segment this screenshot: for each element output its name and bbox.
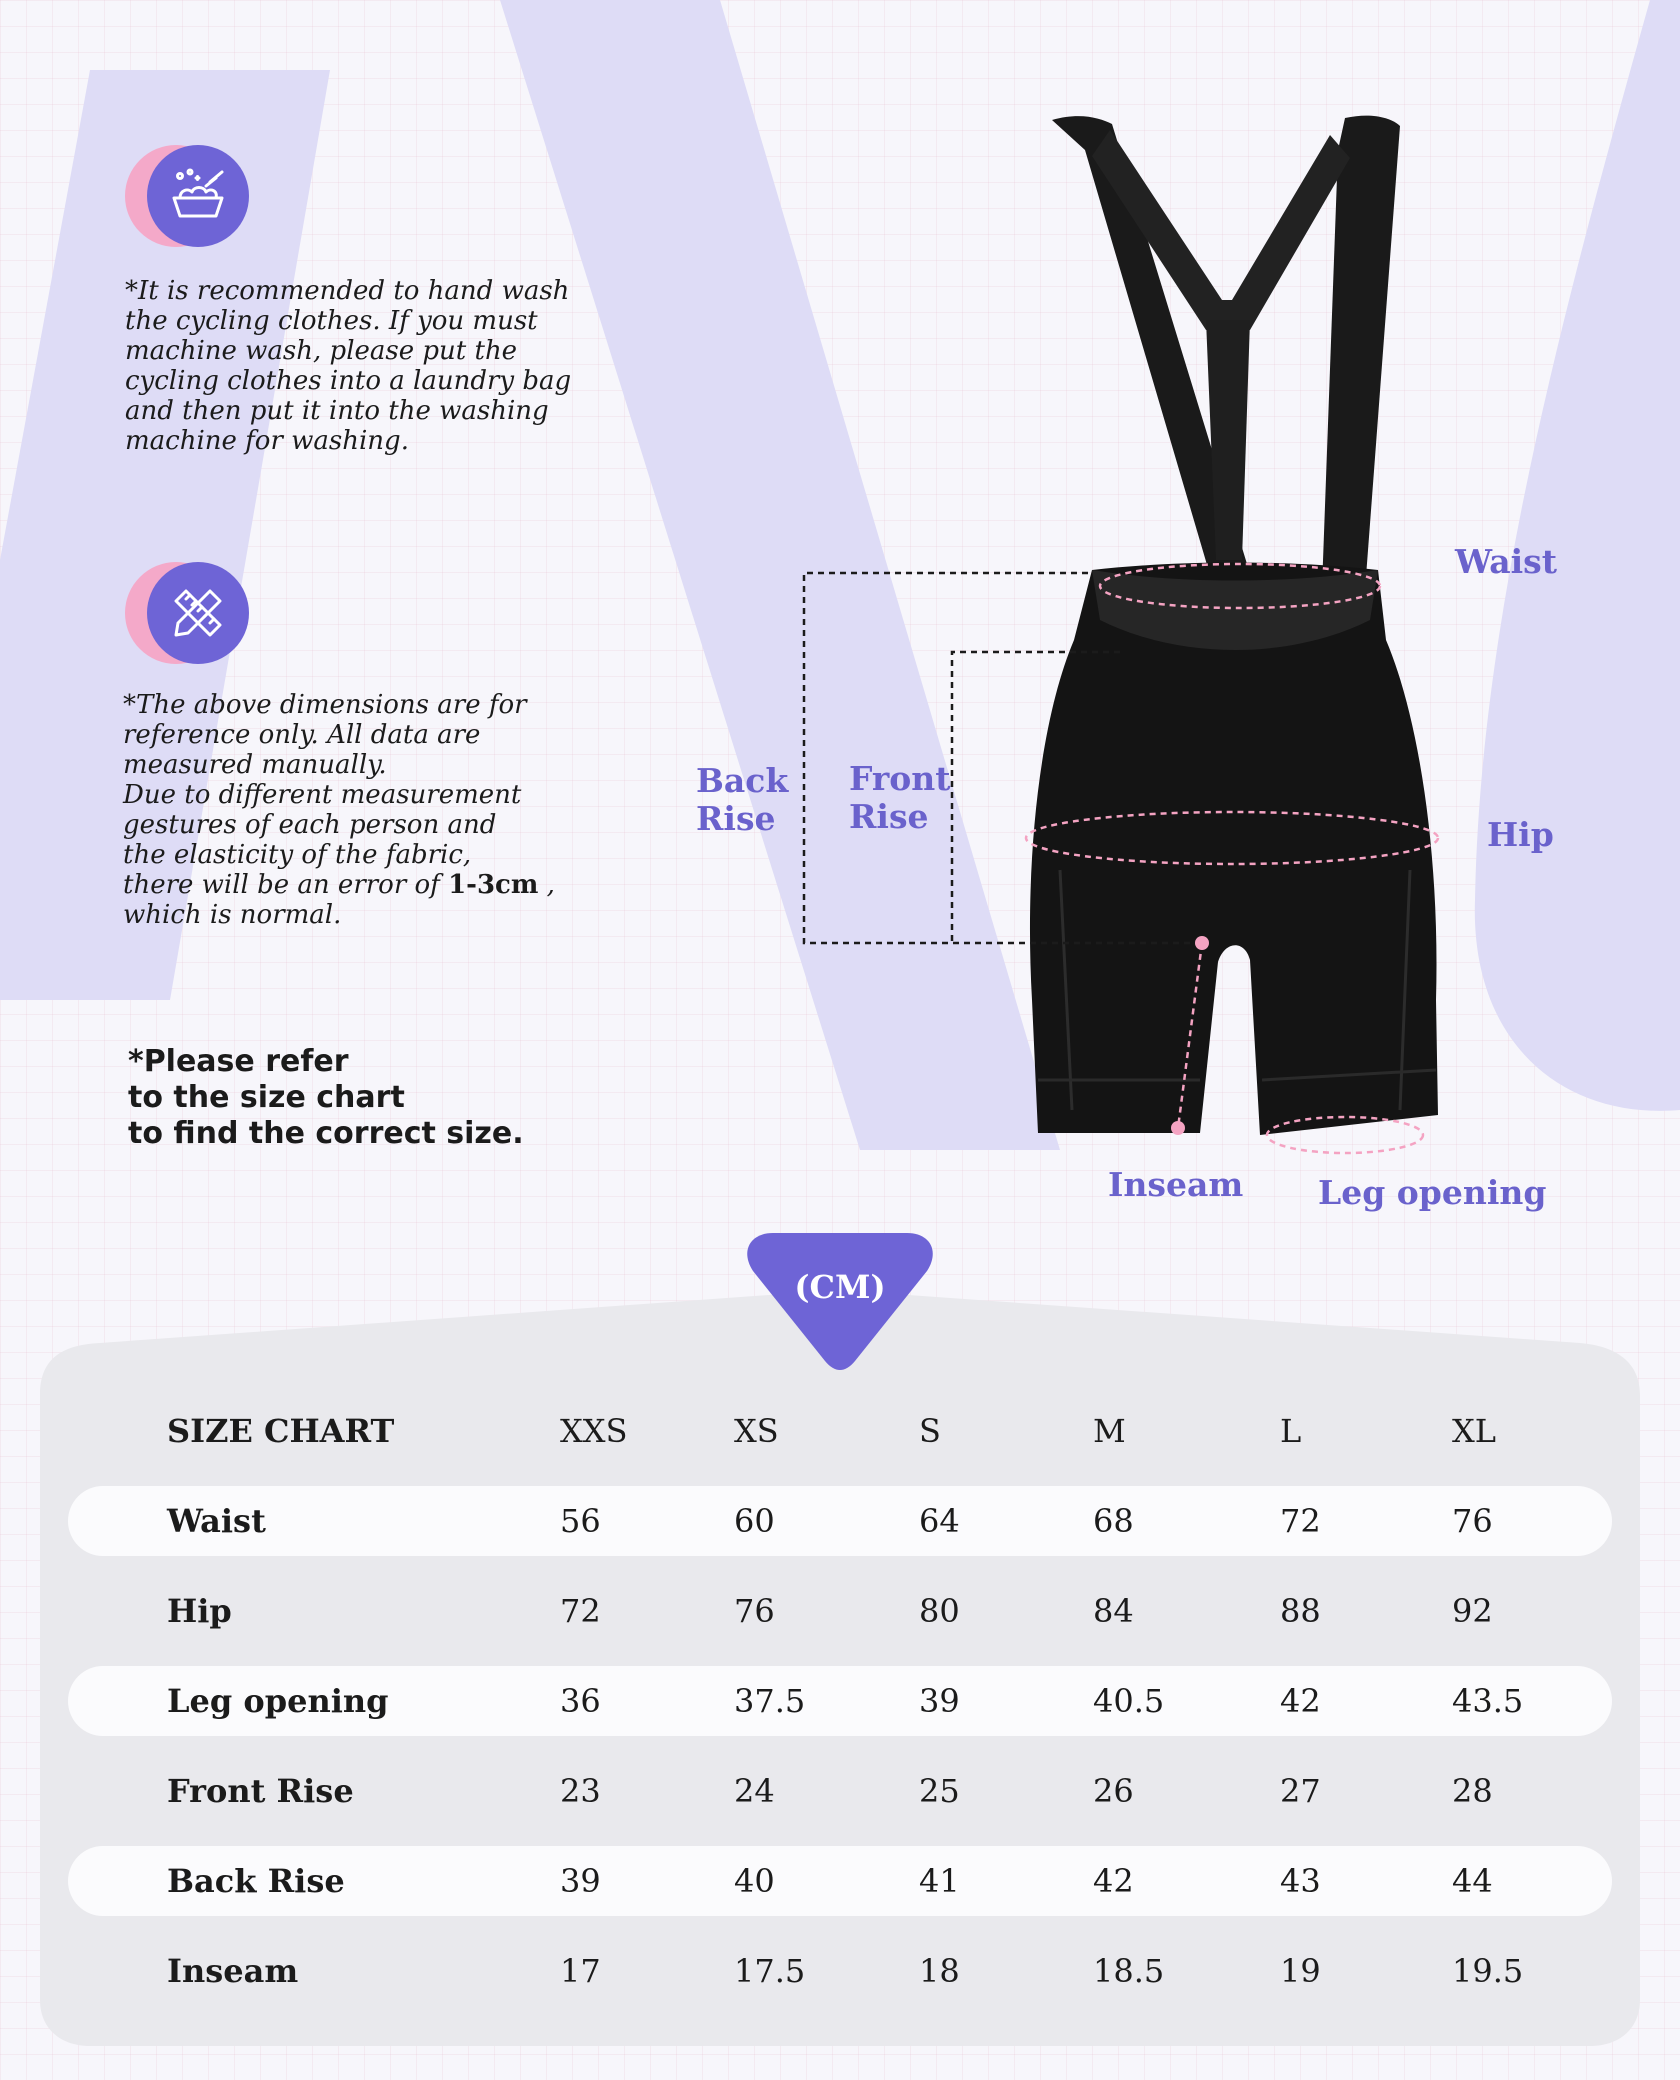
- size-header-m: M: [1093, 1412, 1126, 1450]
- back-rise-line: Rise: [696, 799, 776, 838]
- table-cell: 36: [560, 1682, 601, 1720]
- back-rise-line: Back: [696, 761, 789, 800]
- table-cell: 68: [1093, 1502, 1134, 1540]
- table-cell: 92: [1452, 1592, 1493, 1630]
- bib-shorts-illustration: [760, 100, 1520, 1160]
- waist-label: Waist: [1455, 542, 1557, 581]
- wash-note: [125, 276, 571, 456]
- table-row-band: [68, 1486, 1612, 1556]
- table-row-label: Front Rise: [167, 1772, 354, 1810]
- table-cell: 23: [560, 1772, 601, 1810]
- table-cell: 24: [734, 1772, 775, 1810]
- refer-line: to find the correct size.: [128, 1116, 524, 1151]
- front-rise-label: [849, 760, 950, 836]
- table-cell: 19: [1280, 1952, 1321, 1990]
- size-header-xl: XL: [1452, 1412, 1497, 1450]
- table-cell: 37.5: [734, 1682, 806, 1720]
- size-header-xs: XS: [734, 1412, 779, 1450]
- table-cell: 17: [560, 1952, 601, 1990]
- refer-line: *Please refer: [128, 1044, 349, 1079]
- leg-opening-label: Leg opening: [1318, 1173, 1547, 1212]
- table-cell: 43.5: [1452, 1682, 1524, 1720]
- dimensions-note-line: which is normal.: [123, 900, 342, 930]
- front-rise-line: Rise: [849, 797, 929, 836]
- wash-note-line: *It is recommended to hand wash: [125, 276, 570, 306]
- table-cell: 18: [919, 1952, 960, 1990]
- table-cell: 64: [919, 1502, 960, 1540]
- table-row-label: Waist: [167, 1502, 266, 1540]
- dimensions-note-line: measured manually.: [123, 750, 387, 780]
- wash-note-line: machine wash, please put the: [125, 336, 518, 366]
- table-cell: 27: [1280, 1772, 1321, 1810]
- front-rise-line: Front: [849, 759, 951, 798]
- table-cell: 39: [560, 1862, 601, 1900]
- error-prefix: there will be an error of: [123, 870, 440, 900]
- dimensions-note-line: Due to different measurement: [123, 780, 522, 810]
- inseam-bottom-dot: [1171, 1121, 1185, 1135]
- table-cell: 28: [1452, 1772, 1493, 1810]
- dimensions-note-line: the elasticity of the fabric,: [123, 840, 472, 870]
- dimensions-note: [123, 690, 555, 930]
- error-value: 1-3cm: [448, 870, 539, 900]
- table-cell: 17.5: [734, 1952, 806, 1990]
- table-cell: 72: [560, 1592, 601, 1630]
- wash-note-line: and then put it into the washing: [125, 396, 549, 426]
- table-cell: 88: [1280, 1592, 1321, 1630]
- ruler-badge: [125, 562, 249, 664]
- wash-note-line: machine for washing.: [125, 426, 409, 456]
- size-header-xxs: XXS: [560, 1412, 628, 1450]
- refer-line: to the size chart: [128, 1080, 405, 1115]
- table-row-label: Leg opening: [167, 1682, 389, 1720]
- size-header-s: S: [919, 1412, 941, 1450]
- table-cell: 80: [919, 1592, 960, 1630]
- table-row-label: Back Rise: [167, 1862, 345, 1900]
- wash-badge: [125, 145, 249, 247]
- back-rise-label: [696, 762, 788, 838]
- table-cell: 41: [919, 1862, 960, 1900]
- table-cell: 42: [1093, 1862, 1134, 1900]
- table-cell: 43: [1280, 1862, 1321, 1900]
- dimensions-note-line: *The above dimensions are for: [123, 690, 527, 720]
- bib-straps: [1052, 116, 1400, 592]
- hip-label: Hip: [1487, 815, 1554, 854]
- table-cell: 40.5: [1093, 1682, 1165, 1720]
- ruler-pencil-icon: [166, 581, 230, 645]
- shorts-body: [1030, 563, 1438, 1136]
- unit-label: (CM): [794, 1268, 886, 1306]
- refer-note: [128, 1044, 524, 1152]
- table-cell: 18.5: [1093, 1952, 1165, 1990]
- wash-note-line: cycling clothes into a laundry bag: [125, 366, 572, 396]
- table-cell: 72: [1280, 1502, 1321, 1540]
- table-cell: 25: [919, 1772, 960, 1810]
- table-cell: 44: [1452, 1862, 1493, 1900]
- table-cell: 56: [560, 1502, 601, 1540]
- table-row-label: Hip: [167, 1592, 232, 1630]
- size-chart-title: SIZE CHART: [167, 1412, 395, 1450]
- dimensions-note-line: gestures of each person and: [123, 810, 497, 840]
- table-cell: 40: [734, 1862, 775, 1900]
- inseam-top-dot: [1195, 936, 1209, 950]
- size-header-l: L: [1280, 1412, 1302, 1450]
- inseam-label: Inseam: [1108, 1165, 1244, 1204]
- table-cell: 76: [734, 1592, 775, 1630]
- wash-note-line: the cycling clothes. If you must: [125, 306, 538, 336]
- dimensions-note-error: [123, 870, 555, 900]
- dimensions-note-line: reference only. All data are: [123, 720, 481, 750]
- size-chart-panel: [40, 1280, 1640, 2050]
- table-cell: 19.5: [1452, 1952, 1524, 1990]
- table-cell: 42: [1280, 1682, 1321, 1720]
- table-cell: 84: [1093, 1592, 1134, 1630]
- table-cell: 60: [734, 1502, 775, 1540]
- table-row-label: Inseam: [167, 1952, 299, 1990]
- hand-wash-basin-icon: [166, 164, 230, 228]
- table-cell: 76: [1452, 1502, 1493, 1540]
- error-suffix: ,: [546, 870, 555, 900]
- table-cell: 39: [919, 1682, 960, 1720]
- table-cell: 26: [1093, 1772, 1134, 1810]
